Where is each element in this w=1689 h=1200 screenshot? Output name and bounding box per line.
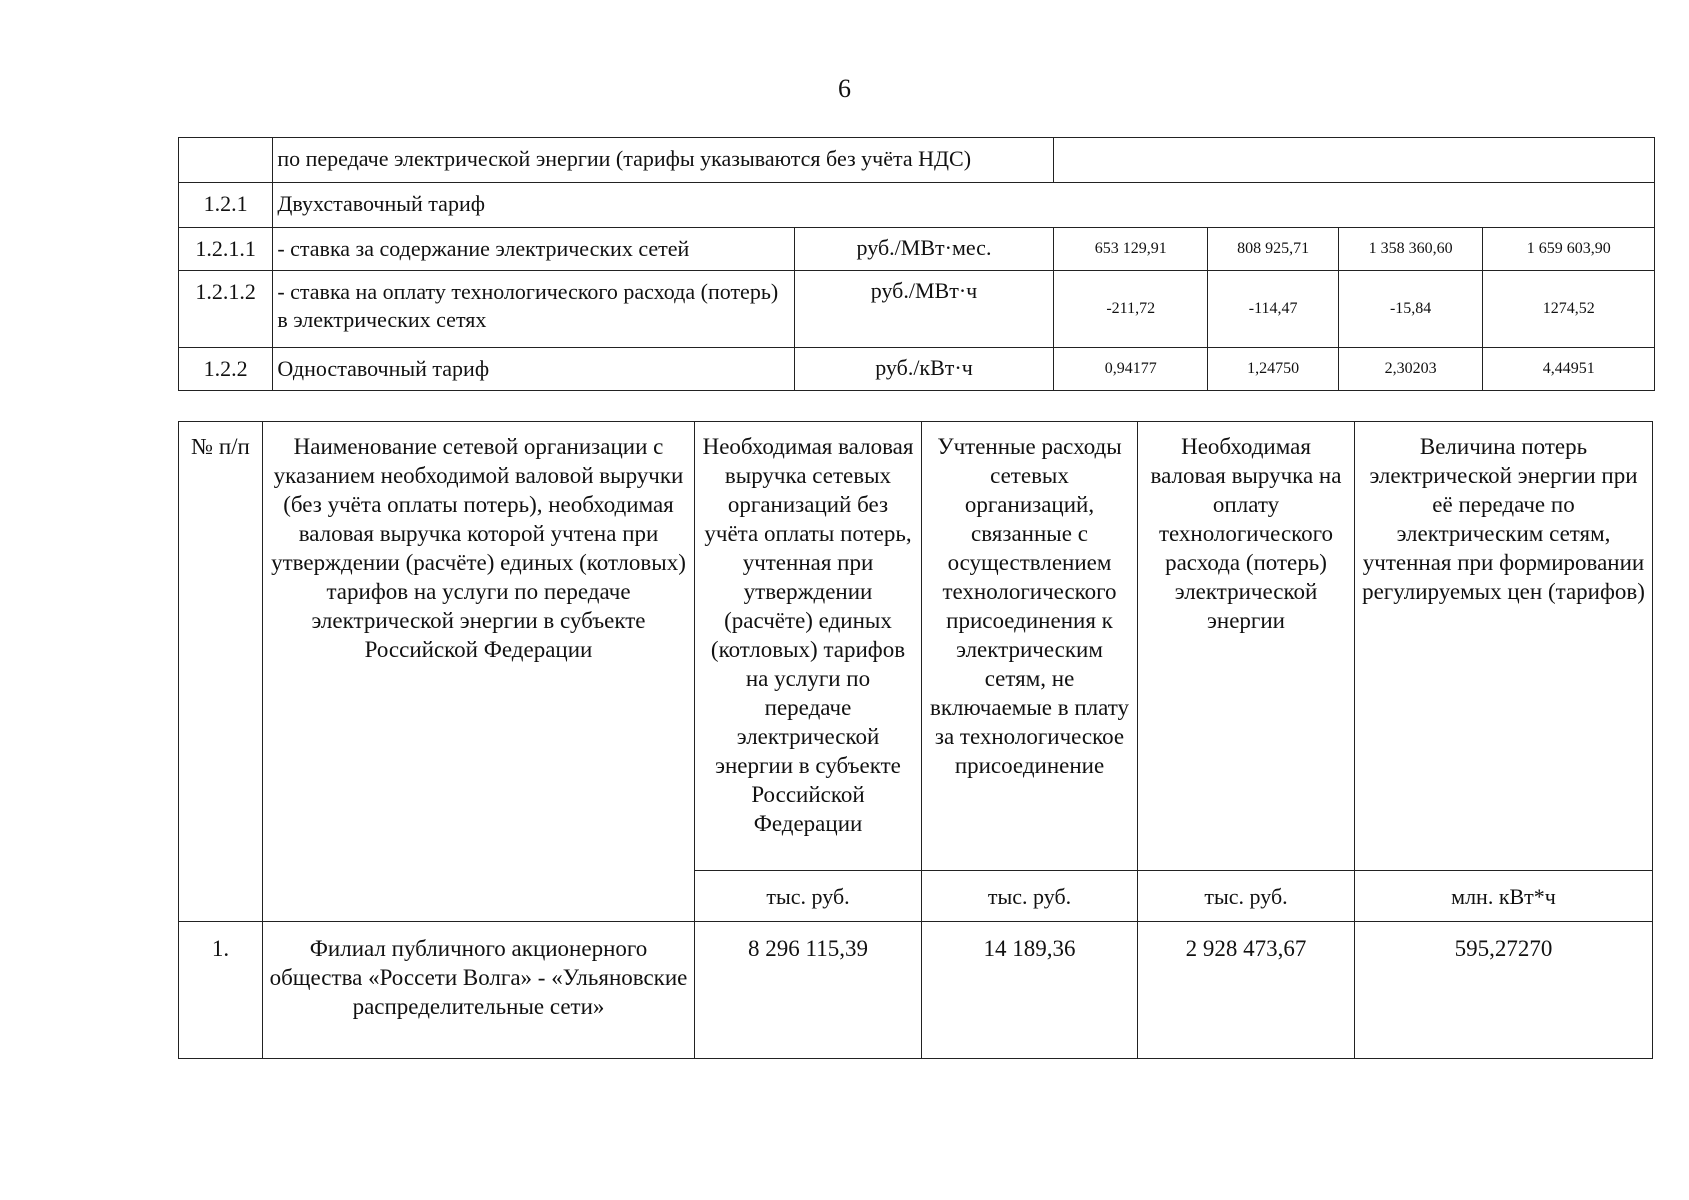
row-organization: Филиал публичного акционерного общества «Россети Волга» - «Ульяновские распределительные сети» [263,922,695,1059]
row-number: 1.2.1.1 [179,228,273,271]
table-row [179,271,1655,348]
row-name: - ставка за содержание электрических сетей [273,228,795,271]
table-row [179,228,1655,271]
value-cell: 4,44951 [1483,348,1655,391]
tariff-table [178,137,1655,391]
row-number: 1.2.1 [179,183,273,228]
header-revenue: Необходимая валовая выручка сетевых организаций без учёта оплаты потерь, учтенная при утверждении (расчёте) единых (котловых) тарифов на услуги по передаче электрической энергии в субъекте Российской Федерации [695,422,922,871]
value-cell: 2,30203 [1338,348,1482,391]
unit-cell: млн. кВт*ч [1355,871,1653,922]
table-row [179,348,1655,391]
row-unit: руб./МВт·мес. [795,228,1054,271]
row-name: Двухставочный тариф [273,183,1655,228]
unit-cell: тыс. руб. [922,871,1138,922]
value-cell: 2 928 473,67 [1138,922,1355,1059]
value-cell: -114,47 [1208,271,1338,348]
value-cell: 1 358 360,60 [1338,228,1482,271]
table-row [179,183,1655,228]
row-unit: руб./МВт·ч [795,271,1054,348]
value-cell: 8 296 115,39 [695,922,922,1059]
value-cell: 653 129,91 [1053,228,1208,271]
value-cell: 0,94177 [1053,348,1208,391]
value-cell: 1274,52 [1483,271,1655,348]
row-number [179,138,273,183]
header-number: № п/п [179,422,263,922]
value-cell: -211,72 [1053,271,1208,348]
unit-cell: тыс. руб. [695,871,922,922]
value-cell: 1,24750 [1208,348,1338,391]
row-name: Одноставочный тариф [273,348,795,391]
value-cell: 808 925,71 [1208,228,1338,271]
value-cell: -15,84 [1338,271,1482,348]
row-number: 1.2.2 [179,348,273,391]
row-number: 1.2.1.2 [179,271,273,348]
value-cell: 14 189,36 [922,922,1138,1059]
row-number: 1. [179,922,263,1059]
header-connection-costs: Учтенные расходы сетевых организаций, связанные с осуществлением технологического присоединения к электрическим сетям, не включаемые в плату за технологическое присоединение [922,422,1138,871]
revenue-table [178,421,1653,1059]
table-row [179,138,1655,183]
header-row [179,422,1653,871]
unit-cell: тыс. руб. [1138,871,1355,922]
header-organization: Наименование сетевой организации с указанием необходимой валовой выручки (без учёта оплаты потерь), необходимая валовая выручка которой учтена при утверждении (расчёте) единых (котловых) тарифов на услуги по передаче электрической энергии в субъекте Российской Федерации [263,422,695,922]
value-cell: 1 659 603,90 [1483,228,1655,271]
value-cell: 595,27270 [1355,922,1653,1059]
empty-cell [1053,138,1654,183]
row-unit: руб./кВт·ч [795,348,1054,391]
row-name: по передаче электрической энергии (тарифы указываются без учёта НДС) [273,138,1054,183]
header-loss-revenue: Необходимая валовая выручка на оплату технологического расхода (потерь) электрической энергии [1138,422,1355,871]
row-name: - ставка на оплату технологического расхода (потерь) в электрических сетях [273,271,795,348]
page-number: 6 [838,74,851,103]
table-row [179,922,1653,1059]
header-losses: Величина потерь электрической энергии при её передаче по электрическим сетям, учтенная при формировании регулируемых цен (тарифов) [1355,422,1653,871]
